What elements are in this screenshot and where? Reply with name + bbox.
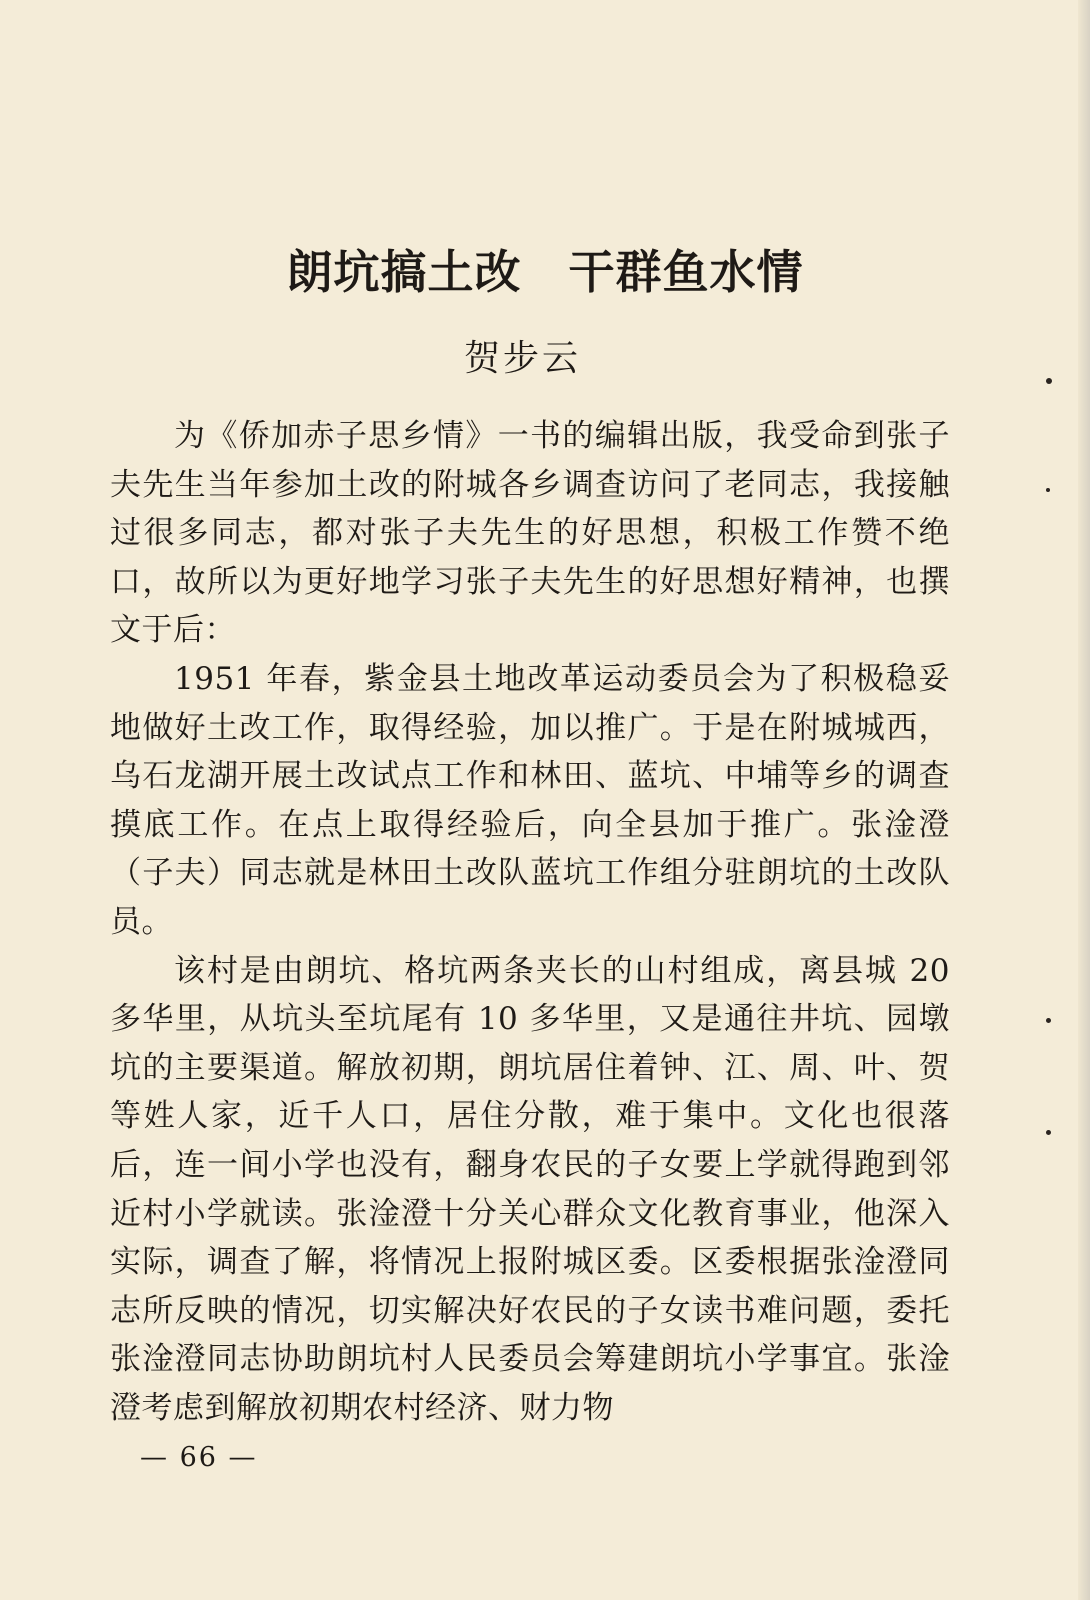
scan-speck <box>1046 378 1052 384</box>
article-body <box>110 412 950 1432</box>
article-author: 贺步云 <box>463 338 581 379</box>
scan-speck <box>1046 1130 1051 1135</box>
paragraph: 1951 年春，紫金县土地改革运动委员会为了积极稳妥地做好土改工作，取得经验，加以推广。于是在附城城西，乌石龙湖开展土改试点工作和林田、蓝坑、中埔等乡的调查摸底工作。在点上取得经验后，向全县加于推广。张淦澄（子夫）同志就是林田土改队蓝坑工作组分驻朗坑的土改队员。 <box>110 660 950 940</box>
paragraph: 为《侨加赤子思乡情》一书的编辑出版，我受命到张子夫先生当年参加土改的附城各乡调查访问了老同志，我接触过很多同志，都对张子夫先生的好思想，积极工作赞不绝口，故所以为更好地学习张子夫先生的好思想好精神，也撰文于后： <box>110 418 950 649</box>
scan-speck <box>1046 1018 1051 1023</box>
page-number: — 66 — <box>140 1442 258 1473</box>
paragraph: 该村是由朗坑、格坑两条夹长的山村组成，离县城 20 多华里，从坑头至坑尾有 10 多华里，又是通往井坑、园墩坑的主要渠道。解放初期，朗坑居住着钟、江、周、叶、贺等姓人家，近千人口，居住分散，难于集中。文化也很落后，连一间小学也没有，翻身农民的子女要上学就得跑到邻近村小学就读。张淦澄十分关心群众文化教育事业，他深入实际，调查了解，将情况上报附城区委。区委根据张淦澄同志所反映的情况，切实解决好农民的子女读书难问题，委托张淦澄同志协助朗坑村人民委员会筹建朗坑小学事宜。张淦澄考虑到解放初期农村经济、财力物 <box>110 952 950 1426</box>
article-title: 朗坑搞土改 干群鱼水情 <box>286 245 804 299</box>
scan-speck <box>1046 488 1050 492</box>
